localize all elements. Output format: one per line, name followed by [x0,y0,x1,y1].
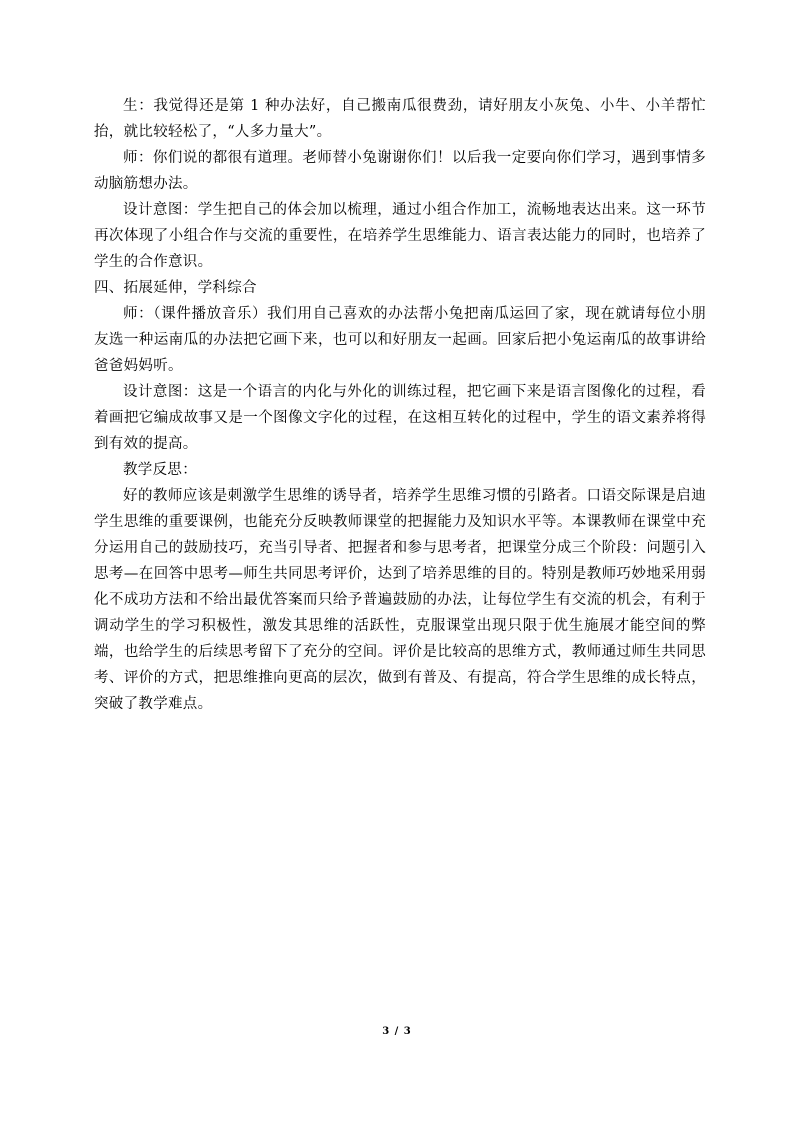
paragraph-design-intent-1: 设计意图：学生把自己的体会加以梳理，通过小组合作加工，流畅地表达出来。这一环节再次体现了小组合作与交流的重要性，在培养学生思维能力、语言表达能力的同时，也培养了学生的合作意识。 [94,202,706,270]
paragraph-student-answer: 生：我觉得还是第 1 种办法好，自己搬南瓜很费劲，请好朋友小灰兔、小牛、小羊帮忙抬，就比较轻松了，“人多力量大”。 [94,98,706,140]
page-number: 3 / 3 [382,1026,412,1037]
section-heading: 四、拓展延伸，学科综合 [94,280,257,296]
teaching-reflection-label: 教学反思： [123,462,197,478]
paragraph-teaching-reflection: 好的教师应该是刺激学生思维的诱导者，培养学生思维习惯的引路者。口语交际课是启迪学生思维的重要课例，也能充分反映教师课堂的把握能力及知识水平等。本课教师在课堂中充分运用自己的鼓励技巧，充当引导者、把握者和参与思考者，把课堂分成三个阶段：问题引入思考—在回答中思考—师生共同思考评价，达到了培养思维的目的。特别是教师巧妙地采用弱化不成功方法和不给出最优答案而只给予普遍鼓励的办法，让每位学生有交流的机会，有利于调动学生的学习积极性，激发其思维的活跃性，克服课堂出现只限于优生施展才能空间的弊端，也给学生的后续思考留下了充分的空间。评价是比较高的思维方式，教师通过师生共同思考、评价的方式，把思维推向更高的层次，做到有普及、有提高，符合学生思维的成长特点，突破了教学难点。 [94,488,706,712]
paragraph-teacher-reply: 师：你们说的都很有道理。老师替小兔谢谢你们！以后我一定要向你们学习，遇到事情多动脑筋想办法。 [94,150,706,192]
document-body [94,93,706,717]
paragraph-teacher-activity: 师：（课件播放音乐）我们用自己喜欢的办法帮小兔把南瓜运回了家，现在就请每位小朋友选一种运南瓜的办法把它画下来，也可以和好朋友一起画。回家后把小兔运南瓜的故事讲给爸爸妈妈听。 [94,306,706,374]
paragraph-design-intent-2: 设计意图：这是一个语言的内化与外化的训练过程，把它画下来是语言图像化的过程，看着画把它编成故事又是一个图像文字化的过程，在这相互转化的过程中，学生的语文素养将得到有效的提高。 [94,384,706,452]
